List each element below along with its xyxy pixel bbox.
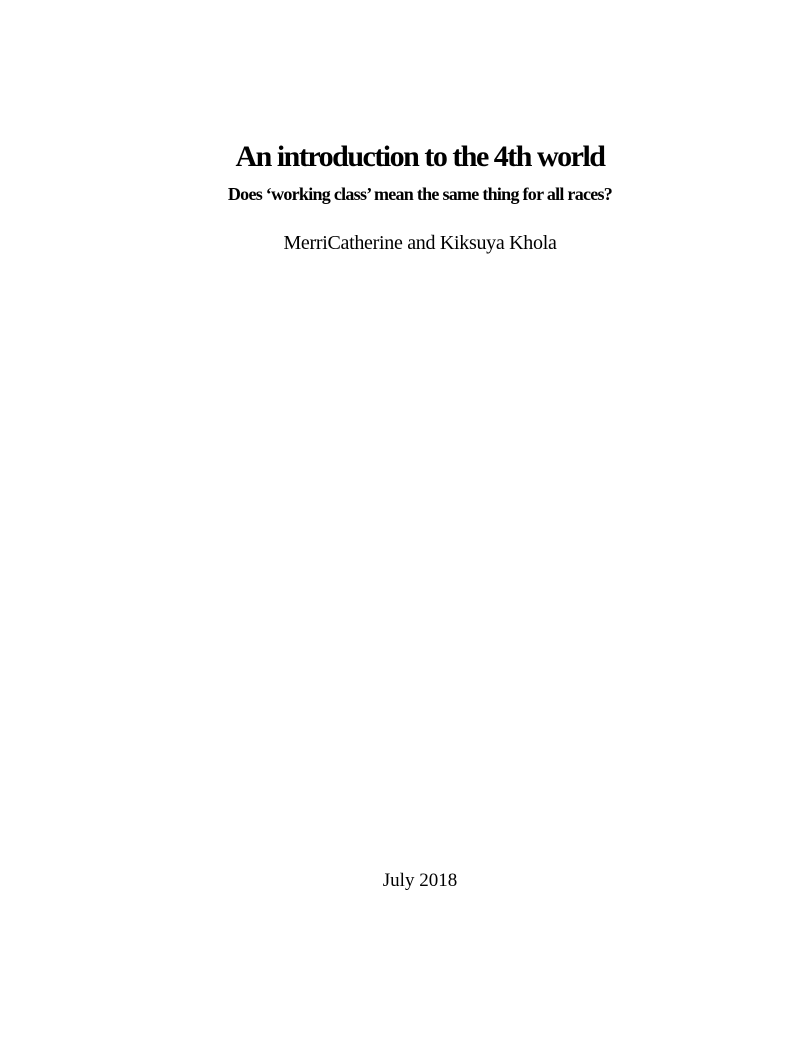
document-subtitle: Does ‘working class’ mean the same thing for all races? <box>227 184 613 204</box>
document-date: July 2018 <box>382 870 458 891</box>
document-title: An introduction to the 4th world <box>235 140 605 173</box>
document-authors: MerriCatherine and Kiksuya Khola <box>283 232 557 254</box>
